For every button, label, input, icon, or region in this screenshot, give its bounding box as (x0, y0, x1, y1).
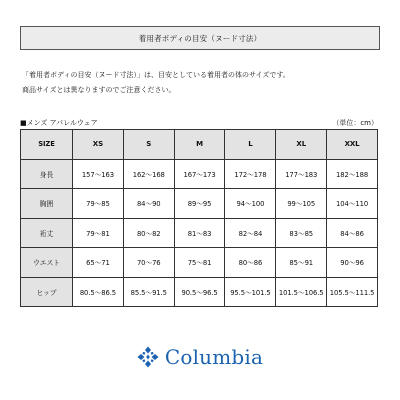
table-cell: 80～82 (123, 218, 174, 248)
table-cell: 79～81 (73, 218, 124, 248)
table-cell: 80.5～86.5 (73, 277, 124, 307)
size-header-l: L (225, 130, 276, 160)
note-line-1: 「着用者ボディの目安（ヌード寸法）」は、目安としている着用者の体のサイズです。 (22, 71, 290, 79)
table-cell: 81～83 (174, 218, 225, 248)
table-cell: 95.5～101.5 (225, 277, 276, 307)
brand-name: Columbia (164, 345, 264, 369)
table-cell: 85.5～91.5 (123, 277, 174, 307)
row-label-hip: ヒップ (21, 277, 73, 307)
table-header-row (21, 130, 378, 160)
table-cell: 182～188 (327, 159, 378, 189)
table-cell: 85～91 (276, 248, 327, 278)
table-cell: 101.5～106.5 (276, 277, 327, 307)
unit-label: （単位：cm） (332, 119, 378, 127)
table-row-waist (21, 248, 378, 278)
table-cell: 157～163 (73, 159, 124, 189)
note-line-2: 商品サイズとは異なりますのでご注意ください。 (22, 86, 176, 94)
size-header-xxl: XXL (327, 130, 378, 160)
row-label-waist: ウエスト (21, 248, 73, 278)
size-corner-cell: SIZE (21, 130, 73, 160)
table-cell: 80～86 (225, 248, 276, 278)
size-header-xl: XL (276, 130, 327, 160)
section-label: ■メンズ アパレルウェア (20, 119, 98, 127)
table-row-chest (21, 189, 378, 219)
table-cell: 83～85 (276, 218, 327, 248)
table-cell: 99～105 (276, 189, 327, 219)
chart-title: 着用者ボディの目安（ヌード寸法） (138, 33, 262, 43)
table-cell: 162～168 (123, 159, 174, 189)
table-cell: 84～86 (327, 218, 378, 248)
size-header-s: S (123, 130, 174, 160)
table-row-height (21, 159, 378, 189)
table-cell: 105.5～111.5 (327, 277, 378, 307)
table-cell: 65～71 (73, 248, 124, 278)
table-cell: 94～100 (225, 189, 276, 219)
table-cell: 70～76 (123, 248, 174, 278)
row-label-chest: 胸囲 (21, 189, 73, 219)
size-header-xs: XS (73, 130, 124, 160)
brand-logo (0, 345, 400, 369)
row-label-height: 身長 (21, 159, 73, 189)
table-cell: 82～84 (225, 218, 276, 248)
table-row-hip (21, 277, 378, 307)
table-cell: 177～183 (276, 159, 327, 189)
size-header-m: M (174, 130, 225, 160)
table-cell: 75～81 (174, 248, 225, 278)
table-cell: 167～173 (174, 159, 225, 189)
table-cell: 104～110 (327, 189, 378, 219)
table-cell: 172～178 (225, 159, 276, 189)
table-cell: 79～85 (73, 189, 124, 219)
explanatory-note (22, 68, 382, 98)
columbia-diamond-logo-icon (137, 346, 159, 368)
row-label-sleeve: 裄丈 (21, 218, 73, 248)
table-cell: 84～90 (123, 189, 174, 219)
size-table (20, 129, 378, 307)
table-cell: 90.5～96.5 (174, 277, 225, 307)
table-row-sleeve (21, 218, 378, 248)
table-cell: 89～95 (174, 189, 225, 219)
table-cell: 90～96 (327, 248, 378, 278)
chart-title-box (20, 26, 380, 50)
